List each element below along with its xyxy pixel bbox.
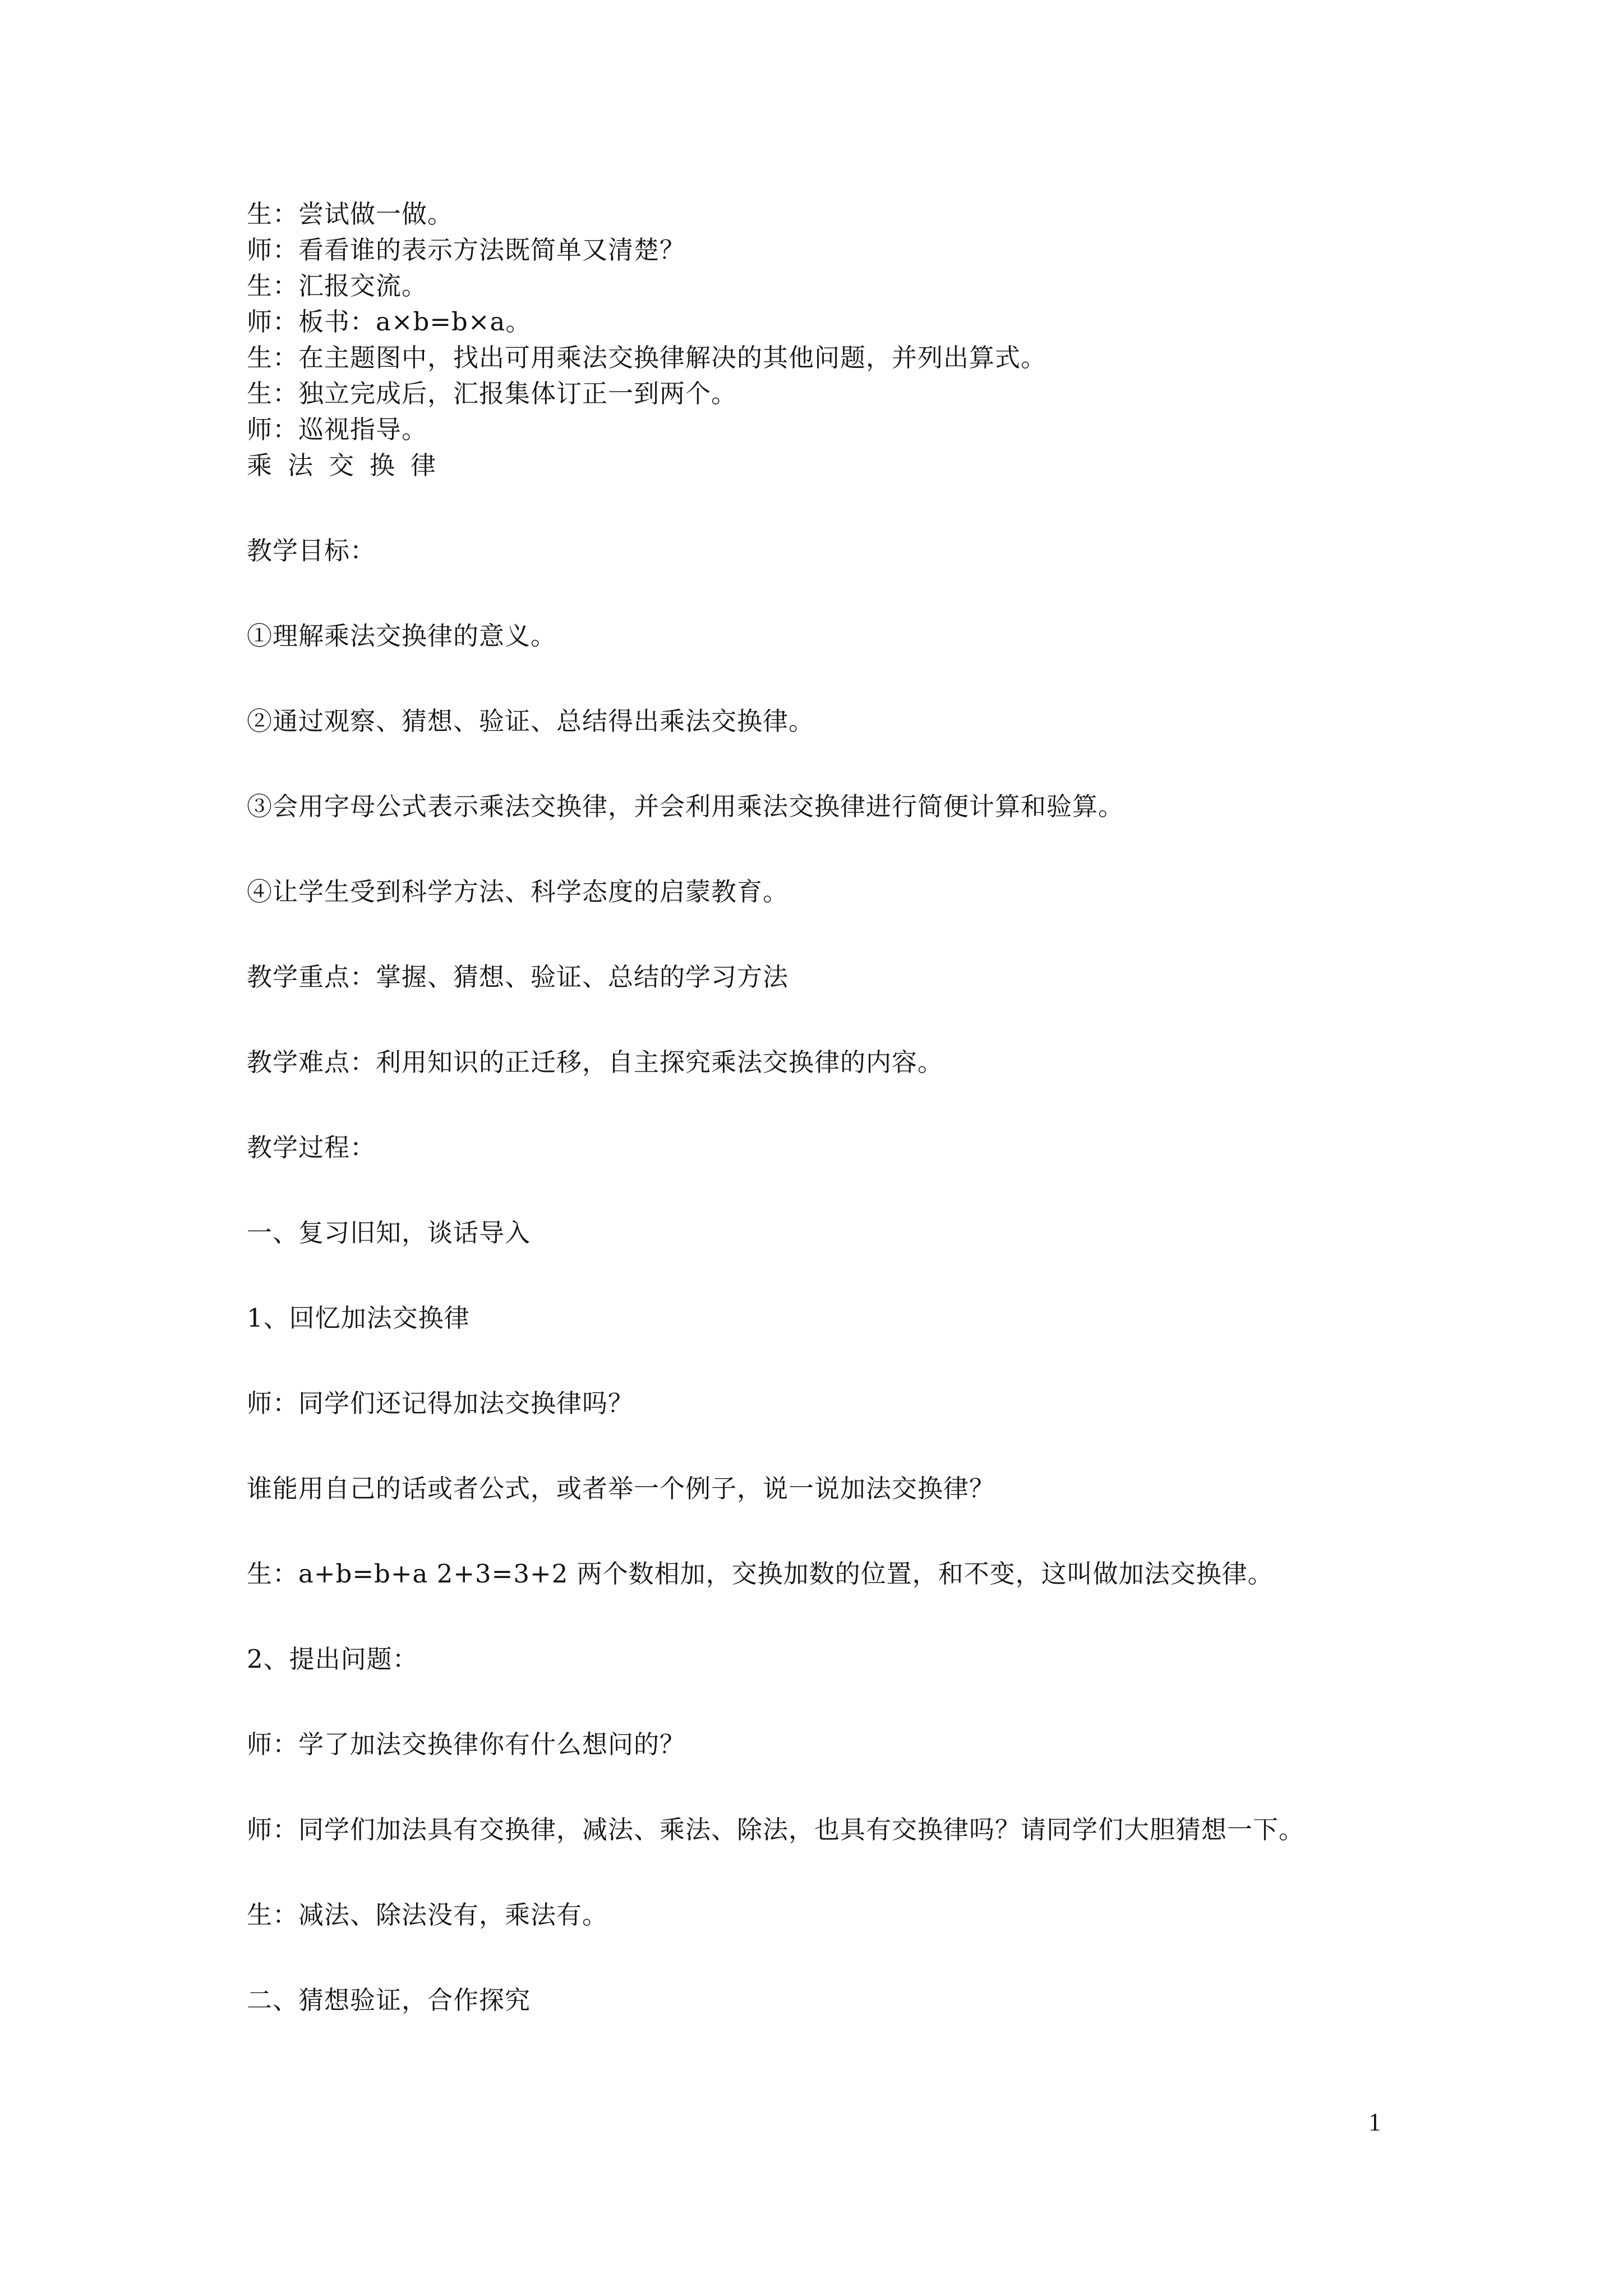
objective-item: ③会用字母公式表示乘法交换律，并会利用乘法交换律进行简便计算和验算。 — [247, 792, 1124, 821]
dialogue-line: 生：在主题图中，找出可用乘法交换律解决的其他问题，并列出算式。 — [247, 343, 1047, 372]
dialogue-line: 师：板书：a×b=b×a。 — [247, 307, 532, 337]
key-point: 教学重点：掌握、猜想、验证、总结的学习方法 — [247, 962, 789, 992]
dialogue-line: 生：尝试做一做。 — [247, 199, 454, 229]
section-heading: 教学目标： — [247, 536, 376, 565]
subsection-heading: 2、提出问题： — [247, 1644, 418, 1674]
section-heading: 教学过程： — [247, 1133, 376, 1162]
subsection-heading: 1、回忆加法交换律 — [247, 1303, 470, 1333]
section-heading: 一、复习旧知，谈话导入 — [247, 1218, 531, 1248]
paragraph: 生：减法、除法没有，乘法有。 — [247, 1900, 608, 1930]
paragraph: 师：同学们还记得加法交换律吗？ — [247, 1388, 634, 1418]
difficult-point: 教学难点：利用知识的正迁移，自主探究乘法交换律的内容。 — [247, 1047, 944, 1077]
page-number: 1 — [1368, 2108, 1381, 2136]
document-body — [247, 196, 1424, 2018]
dialogue-line: 师：巡视指导。 — [247, 415, 428, 444]
dialogue-line: 生：独立完成后，汇报集体订正一到两个。 — [247, 379, 737, 408]
paragraph: 生：a+b=b+a 2+3=3+2 两个数相加，交换加数的位置，和不变，这叫做加法交换律。 — [247, 1559, 1274, 1589]
paragraph: 师：同学们加法具有交换律，减法、乘法、除法，也具有交换律吗？请同学们大胆猜想一下。 — [247, 1815, 1305, 1844]
paragraph: 师：学了加法交换律你有什么想问的？ — [247, 1729, 686, 1759]
section-heading: 二、猜想验证，合作探究 — [247, 1985, 531, 2015]
objective-item: ②通过观察、猜想、验证、总结得出乘法交换律。 — [247, 706, 815, 736]
dialogue-line: 师：看看谁的表示方法既简单又清楚？ — [247, 235, 686, 265]
paragraph: 谁能用自己的话或者公式，或者举一个例子，说一说加法交换律？ — [247, 1474, 995, 1503]
dialogue-line: 生：汇报交流。 — [247, 271, 428, 301]
objective-item: ①理解乘法交换律的意义。 — [247, 621, 557, 651]
lesson-title: 乘法交换律 — [247, 450, 452, 480]
objective-item: ④让学生受到科学方法、科学态度的启蒙教育。 — [247, 877, 789, 907]
